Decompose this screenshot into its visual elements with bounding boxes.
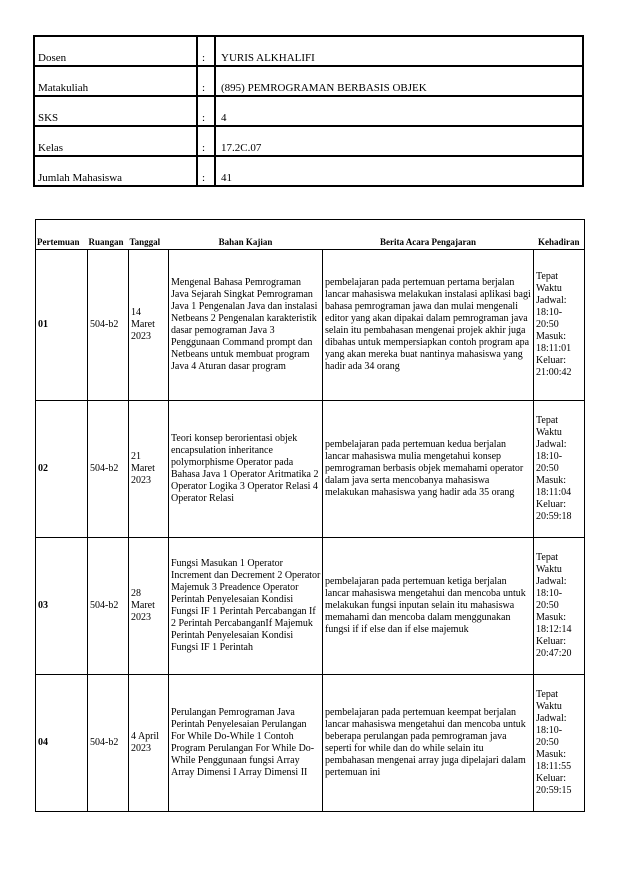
header-kehadiran: Kehadiran	[534, 220, 585, 250]
table-header-row	[36, 220, 585, 250]
cell-pertemuan: 01	[36, 250, 88, 401]
cell-ruangan: 504-b2	[88, 250, 129, 401]
info-label: Matakuliah	[34, 66, 197, 96]
info-separator: :	[197, 36, 215, 66]
cell-kehadiran: Tepat Waktu Jadwal: 18:10-20:50 Masuk: 18:11:01 Keluar: 21:00:42	[534, 250, 585, 401]
header-ruangan: Ruangan	[88, 220, 129, 250]
header-bahan-kajian: Bahan Kajian	[169, 220, 323, 250]
info-value: 17.2C.07	[215, 126, 583, 156]
info-row-matakuliah	[34, 66, 583, 96]
cell-berita-acara: pembelajaran pada pertemuan ketiga berjalan lancar mahasiswa mengetahui dan mencoba untuk melakukan fungsi inputan selain itu mahasiswa memahami dan mencoba dalam menggunakan fungsi if if else dan if else majemuk	[323, 538, 534, 675]
cell-tanggal: 21 Maret 2023	[129, 401, 169, 538]
info-label: SKS	[34, 96, 197, 126]
info-separator: :	[197, 66, 215, 96]
header-pertemuan: Pertemuan	[36, 220, 88, 250]
info-value: (895) PEMROGRAMAN BERBASIS OBJEK	[215, 66, 583, 96]
cell-kehadiran: Tepat Waktu Jadwal: 18:10-20:50 Masuk: 18:11:55 Keluar: 20:59:15	[534, 675, 585, 812]
cell-pertemuan: 04	[36, 675, 88, 812]
info-row-jumlah-mahasiswa	[34, 156, 583, 186]
cell-kehadiran: Tepat Waktu Jadwal: 18:10-20:50 Masuk: 18:11:04 Keluar: 20:59:18	[534, 401, 585, 538]
cell-berita-acara: pembelajaran pada pertemuan pertama berjalan lancar mahasiswa melakukan instalasi aplikasi bagi bahasa pemrograman jawa dan mulai mengenali editor yang akan dipakai dalam pemrograman java selain itu pembahasan mengenai projek akhir juga dibahas untuk mempersiapkan contoh program apa yang akan mereka buat nantinya mahasiswa yang hadir ada 34 orang	[323, 250, 534, 401]
cell-berita-acara: pembelajaran pada pertemuan kedua berjalan lancar mahasiswa mulia mengetahui konsep pemrograman berbasis objek memahami operator dalam java serta mencobanya mahasiswa melakukan mahasiswa yang hadir ada 35 orang	[323, 401, 534, 538]
info-separator: :	[197, 126, 215, 156]
info-separator: :	[197, 156, 215, 186]
cell-ruangan: 504-b2	[88, 675, 129, 812]
cell-ruangan: 504-b2	[88, 538, 129, 675]
info-row-dosen	[34, 36, 583, 66]
info-value: YURIS ALKHALIFI	[215, 36, 583, 66]
table-row	[36, 675, 585, 812]
cell-pertemuan: 03	[36, 538, 88, 675]
info-separator: :	[197, 96, 215, 126]
info-label: Jumlah Mahasiswa	[34, 156, 197, 186]
course-info-table	[33, 35, 584, 187]
cell-bahan-kajian: Mengenal Bahasa Pemrograman Java Sejarah Singkat Pemrograman Java 1 Pengenalan Java dan instalasi Netbeans 2 Pengenalan karakteristik dasar pemograman Java 3 Penggunaan Command prompt dan Netbeans untuk membuat program Java 4 Aturan dasar program	[169, 250, 323, 401]
info-row-sks	[34, 96, 583, 126]
info-row-kelas	[34, 126, 583, 156]
cell-kehadiran: Tepat Waktu Jadwal: 18:10-20:50 Masuk: 18:12:14 Keluar: 20:47:20	[534, 538, 585, 675]
cell-ruangan: 504-b2	[88, 401, 129, 538]
header-tanggal: Tanggal	[129, 220, 169, 250]
header-berita-acara: Berita Acara Pengajaran	[323, 220, 534, 250]
table-row	[36, 401, 585, 538]
cell-bahan-kajian: Fungsi Masukan 1 Operator Increment dan Decrement 2 Operator Majemuk 3 Preadence Operator Perintah Penyelesaian Kondisi Fungsi IF 1 Perintah Percabangan If 2 Perintah PercabanganIf Majemuk Perintah Penyelesaian Kondisi Fungsi IF 1 Perintah	[169, 538, 323, 675]
cell-berita-acara: pembelajaran pada pertemuan keempat berjalan lancar mahasiswa mengetahui dan mencoba untuk beberapa perulangan pada pemrograman java seperti for while dan do while selain itu pembahasan mengenai array juga dipelajari dalam pertemuan ini	[323, 675, 534, 812]
table-row	[36, 538, 585, 675]
table-row	[36, 250, 585, 401]
cell-pertemuan: 02	[36, 401, 88, 538]
cell-bahan-kajian: Teori konsep berorientasi objek encapsulation inheritance polymorphisme Operator pada Bahasa Java 1 Operator Aritmatika 2 Operator Logika 3 Operator Relasi 4 Operator Relasi	[169, 401, 323, 538]
cell-tanggal: 14 Maret 2023	[129, 250, 169, 401]
info-value: 41	[215, 156, 583, 186]
cell-bahan-kajian: Perulangan Pemrograman Java Perintah Penyelesaian Perulangan For While Do-While 1 Contoh Program Perulangan For While Do-While Penggunaan fungsi Array Array Dimensi I Array Dimensi II	[169, 675, 323, 812]
cell-tanggal: 4 April 2023	[129, 675, 169, 812]
attendance-table	[35, 219, 585, 812]
info-value: 4	[215, 96, 583, 126]
cell-tanggal: 28 Maret 2023	[129, 538, 169, 675]
info-label: Kelas	[34, 126, 197, 156]
info-label: Dosen	[34, 36, 197, 66]
